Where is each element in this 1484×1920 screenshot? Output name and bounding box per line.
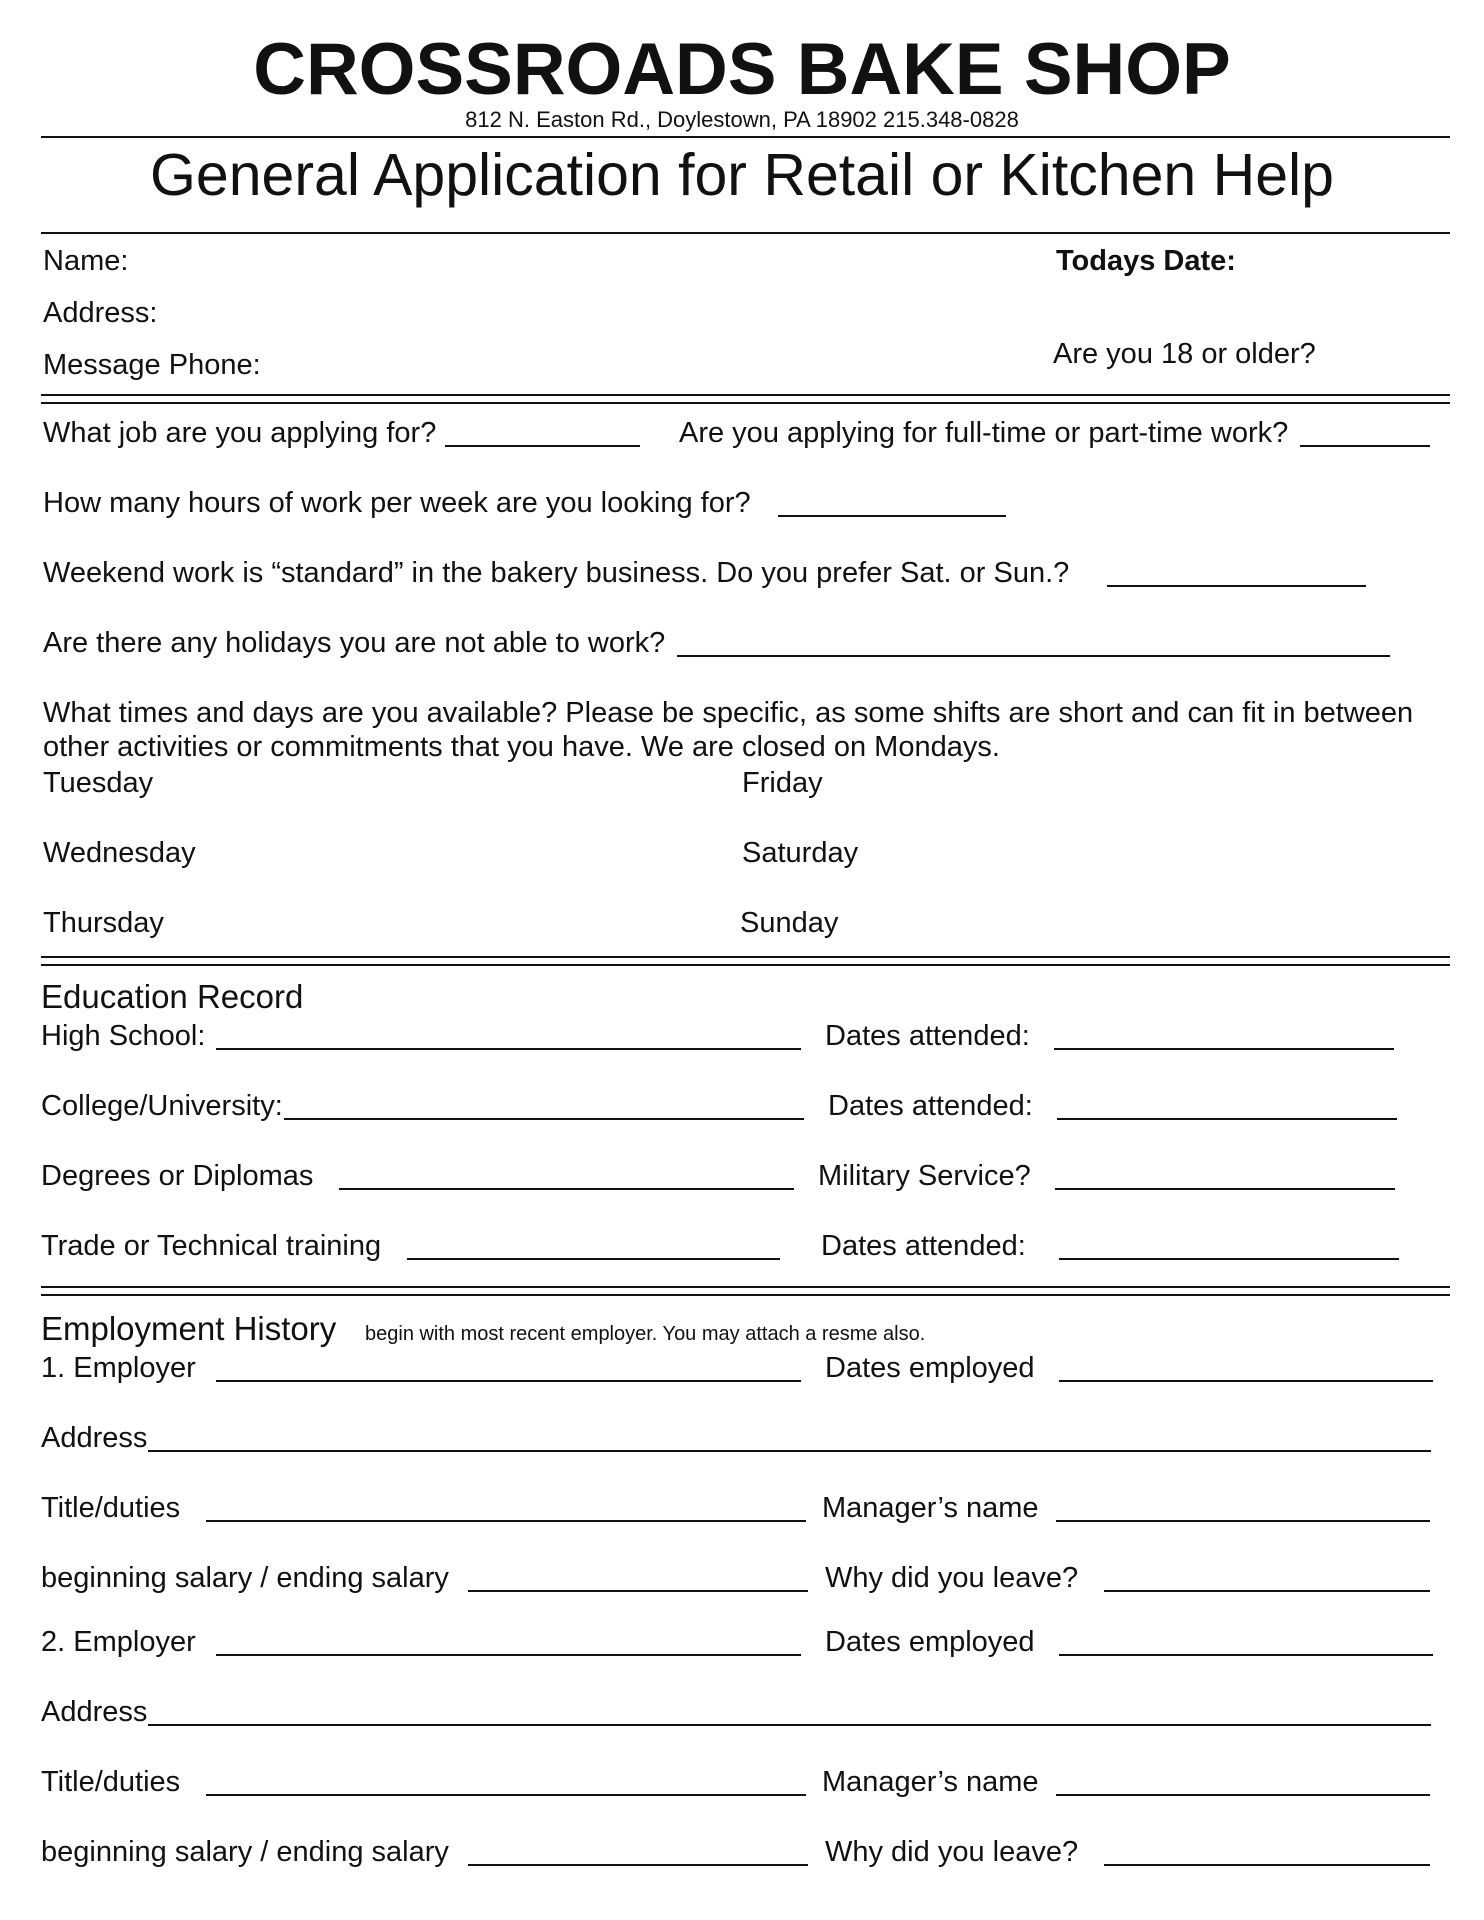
employer-2-label: 2. Employer — [41, 1626, 196, 1658]
weekend-field[interactable] — [1107, 585, 1366, 587]
hours-field[interactable] — [778, 515, 1006, 517]
college-dates-label: Dates attended: — [828, 1090, 1033, 1122]
employer-2-field[interactable] — [216, 1654, 801, 1656]
hs-dates-field[interactable] — [1054, 1048, 1394, 1050]
day-thursday: Thursday — [43, 907, 164, 939]
employer-1-field[interactable] — [216, 1380, 801, 1382]
name-label: Name: — [43, 245, 129, 277]
high-school-field[interactable] — [216, 1048, 801, 1050]
fulltime-field[interactable] — [1300, 445, 1430, 447]
employer-2-manager-label: Manager’s name — [822, 1766, 1039, 1798]
employer-2-dates-label: Dates employed — [825, 1626, 1035, 1658]
form-title: General Application for Retail or Kitchen Help — [150, 142, 1334, 208]
military-field[interactable] — [1055, 1188, 1395, 1190]
shop-name: CROSSROADS BAKE SHOP — [253, 29, 1231, 110]
trade-label: Trade or Technical training — [41, 1230, 382, 1262]
job-field[interactable] — [445, 445, 640, 447]
employment-note: begin with most recent employer. You may attach a resme also. — [365, 1323, 926, 1345]
header-rule — [41, 136, 1450, 138]
day-friday: Friday — [742, 767, 823, 799]
holidays-field[interactable] — [677, 655, 1390, 657]
high-school-label: High School: — [41, 1020, 206, 1052]
employer-2-title-field[interactable] — [206, 1794, 806, 1796]
title-rule — [41, 232, 1450, 234]
hours-question: How many hours of work per week are you looking for? — [43, 487, 751, 519]
day-tuesday: Tuesday — [43, 767, 154, 799]
employer-1-dates-label: Dates employed — [825, 1352, 1035, 1384]
employer-2-manager-field[interactable] — [1056, 1794, 1430, 1796]
employer-2-why-leave-label: Why did you leave? — [825, 1836, 1079, 1868]
employer-1-title-label: Title/duties — [41, 1492, 181, 1524]
weekend-question: Weekend work is “standard” in the bakery business. Do you prefer Sat. or Sun.? — [43, 557, 1070, 589]
trade-dates-field[interactable] — [1059, 1258, 1399, 1260]
employer-2-salary-field[interactable] — [468, 1864, 808, 1866]
employer-1-salary-field[interactable] — [468, 1590, 808, 1592]
day-sunday: Sunday — [740, 907, 839, 939]
holidays-question: Are there any holidays you are not able to work? — [43, 627, 666, 659]
times-question-line1: What times and days are you available? Please be specific, as some shifts are short and can fit in between — [43, 697, 1414, 729]
college-field[interactable] — [284, 1118, 804, 1120]
shop-address: 812 N. Easton Rd., Doylestown, PA 18902 215.348-0828 — [465, 107, 1019, 132]
employer-2-why-leave-field[interactable] — [1104, 1864, 1430, 1866]
education-divider — [41, 1286, 1450, 1296]
age-question: Are you 18 or older? — [1053, 338, 1316, 370]
hs-dates-label: Dates attended: — [825, 1020, 1030, 1052]
employer-1-title-field[interactable] — [206, 1520, 806, 1522]
trade-dates-label: Dates attended: — [821, 1230, 1026, 1262]
employer-1-why-leave-field[interactable] — [1104, 1590, 1430, 1592]
military-label: Military Service? — [818, 1160, 1031, 1192]
employer-1-why-leave-label: Why did you leave? — [825, 1562, 1079, 1594]
employer-2-address-field[interactable] — [148, 1724, 1431, 1726]
employment-heading: Employment History — [41, 1310, 337, 1347]
college-dates-field[interactable] — [1057, 1118, 1397, 1120]
employer-1-manager-label: Manager’s name — [822, 1492, 1039, 1524]
employer-1-label: 1. Employer — [41, 1352, 196, 1384]
trade-field[interactable] — [407, 1258, 780, 1260]
times-question-line2: other activities or commitments that you have. We are closed on Mondays. — [43, 731, 1000, 763]
employer-1-address-label: Address — [41, 1422, 148, 1454]
day-wednesday: Wednesday — [43, 837, 196, 869]
employer-1-salary-label: beginning salary / ending salary — [41, 1562, 449, 1594]
job-question: What job are you applying for? — [43, 417, 437, 449]
day-saturday: Saturday — [742, 837, 859, 869]
college-label: College/University: — [41, 1090, 283, 1122]
education-heading: Education Record — [41, 978, 304, 1015]
fulltime-question: Are you applying for full-time or part-time work? — [679, 417, 1289, 449]
degrees-label: Degrees or Diplomas — [41, 1160, 314, 1192]
employer-2-address-label: Address — [41, 1696, 148, 1728]
phone-label: Message Phone: — [43, 349, 261, 381]
address-label: Address: — [43, 297, 158, 329]
employer-1-manager-field[interactable] — [1056, 1520, 1430, 1522]
employer-2-salary-label: beginning salary / ending salary — [41, 1836, 449, 1868]
employer-2-title-label: Title/duties — [41, 1766, 181, 1798]
degrees-field[interactable] — [339, 1188, 794, 1190]
contact-divider — [41, 394, 1450, 404]
employer-1-address-field[interactable] — [148, 1450, 1431, 1452]
employer-2-dates-field[interactable] — [1059, 1654, 1433, 1656]
todays-date-label: Todays Date: — [1056, 245, 1236, 277]
employer-1-dates-field[interactable] — [1059, 1380, 1433, 1382]
availability-divider — [41, 956, 1450, 966]
